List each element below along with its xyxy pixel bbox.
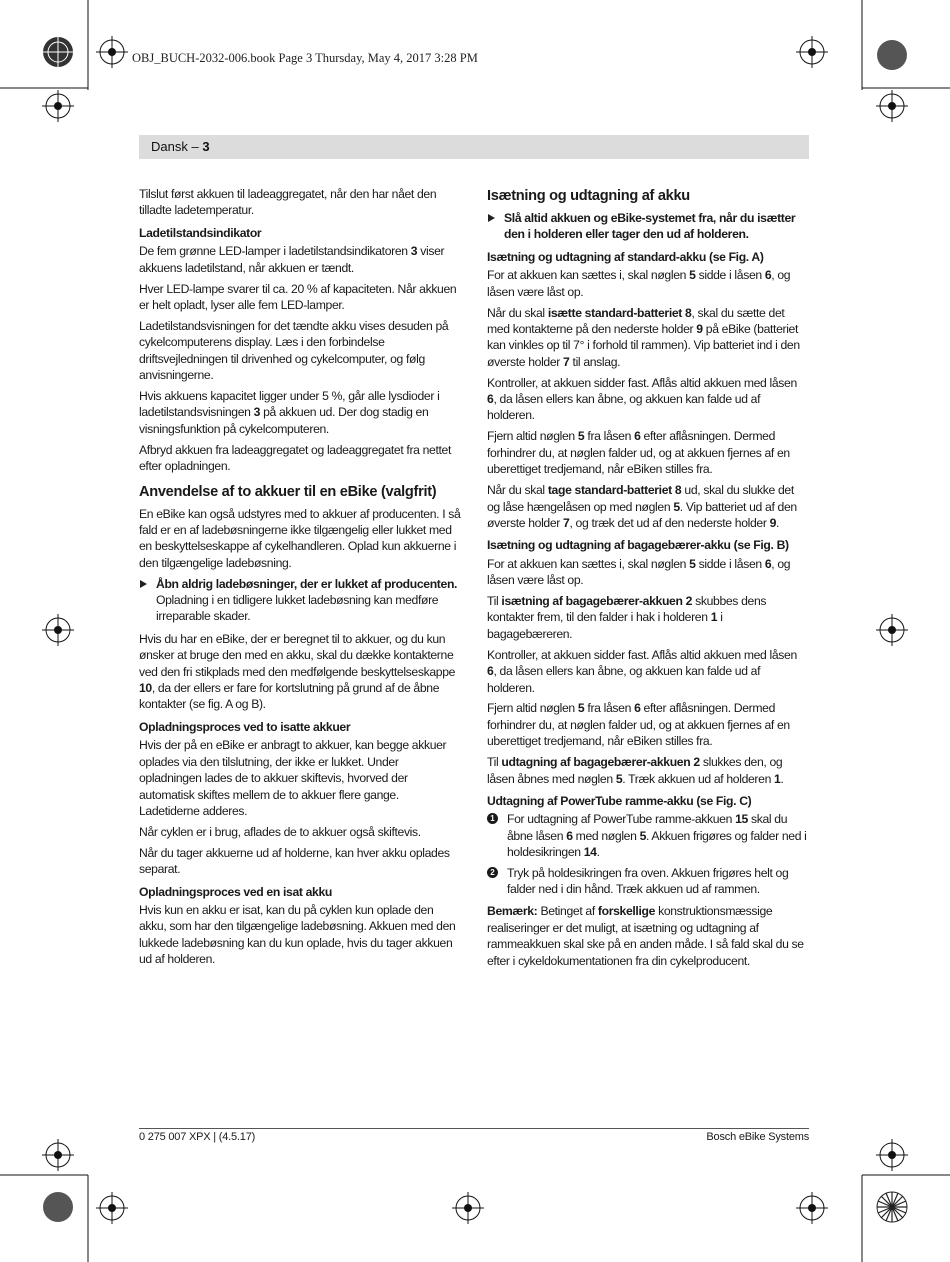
paragraph: Når du tager akkuerne ud af holderne, kan hver akku oplades separat. (139, 845, 450, 877)
paragraph: Fjern altid nøglen 5 fra låsen 6 efter aflåsningen. Dermed forhindrer du, at nøglen falder ud, og at akkuen fjernes af en uberettiget tredjemand, når eBiken stilles fra. (487, 429, 790, 477)
paragraph: Tilslut først akkuen til ladeaggregatet, når den har nået den tilladte ladetemperatur. (139, 187, 437, 218)
paragraph: For at akkuen kan sættes i, skal nøglen 5 sidde i låsen 6, og låsen være låst op. (487, 268, 791, 299)
section-heading: Opladningsproces ved en isat akku (139, 884, 332, 899)
registration-target (452, 1192, 484, 1224)
section-title: Anvendelse af to akkuer til en eBike (valgfrit) (139, 483, 437, 500)
paragraph: Hvis akkuens kapacitet ligger under 5 %, går alle lysdioder i ladetilstandsvisningen 3 på akkuen ud. Der dog stadig en visningsfunktion på cykelcomputeren. (139, 388, 440, 436)
section-heading: Opladningsproces ved to isatte akkuer (139, 719, 351, 734)
paragraph: Kontroller, at akkuen sidder fast. Aflås altid akkuen med låsen 6, da låsen ellers kan åbne, og akkuen kan falde ud af holderen. (487, 647, 797, 695)
registration-target (42, 1139, 74, 1171)
section-title: Isætning og udtagning af akku (487, 188, 690, 204)
paragraph: Hvis der på en eBike er anbragt to akkuer, kan begge akkuer oplades via den tilslutning, der ikke er lukket. Under opladningen lades de to akkuer skiftevis, hvorved der automatisk skiftes mellem de to akkuer flere gange. Ladetiderne adderes. (139, 738, 447, 818)
paragraph: Hver LED-lampe svarer til ca. 20 % af kapaciteten. Når akkuen er helt opladt, lyser alle fem LED-lamper. (139, 281, 457, 312)
footer-divider (139, 1128, 809, 1129)
printer-slug-line: OBJ_BUCH-2032-006.book Page 3 Thursday, May 4, 2017 3:28 PM (132, 51, 478, 65)
paragraph: For at akkuen kan sættes i, skal nøglen 5 sidde i låsen 6, og låsen være låst op. (487, 556, 791, 588)
paragraph: Ladetilstandsvisningen for det tændte akku vises desuden på cykelcomputerens display. Læs i den forbindelse driftsvejledningen til drivenhed og cykelcomputer, og følg anvisningerne. (139, 318, 449, 383)
paragraph: Når du skal tage standard-batteriet 8 ud, skal du slukke det og låse hængelåsen op med nøglen 5. Vip batteriet ud af den øverste holder 7, og træk det ud af den nederste holder 9. (487, 483, 797, 530)
registration-target (42, 614, 74, 646)
footer-publisher: Bosch eBike Systems (706, 1131, 809, 1143)
color-calibration-disc (43, 1192, 73, 1222)
numbered-step: 2 Tryk på holdesikringen fra oven. Akkuen frigøres helt og falder ned i din hånd. Træk akkuen ud af rammen. (487, 865, 809, 898)
header-page-number: 3 (202, 139, 210, 154)
section-heading: Isætning og udtagning af bagagebærer-akku (se Fig. B) (487, 538, 789, 553)
header-language: Dansk (151, 139, 188, 154)
section-heading: Ladetilstandsindikator (139, 225, 262, 240)
section-heading: Isætning og udtagning af standard-akku (se Fig. A) (487, 249, 764, 264)
registration-target (96, 1192, 128, 1224)
paragraph: Til isætning af bagagebærer-akkuen 2 skubbes dens kontakter frem, til den falder i hak i holderen 1 i bagagebæreren. (487, 594, 767, 641)
step-number-badge: 1 (487, 813, 498, 824)
registration-starburst (877, 1192, 907, 1222)
warning-arrow-icon (140, 580, 147, 588)
left-column (139, 186, 461, 972)
numbered-step: 1 For udtagning af PowerTube ramme-akkuen 15 skal du åbne låsen 6 med nøglen 5. Akkuen frigøres og falder ned i holdesikringen 14. (487, 811, 809, 860)
registration-target (876, 90, 908, 122)
section-heading: Udtagning af PowerTube ramme-akku (se Fig. C) (487, 794, 752, 808)
paragraph: Når cyklen er i brug, aflades de to akkuer også skiftevis. (139, 824, 421, 839)
note-paragraph: Bemærk: Betinget af forskellige konstruktionsmæssige realiseringer er det muligt, at isætning og udtagning af rammeakkuen skal ske på en anden måde. I så fald skal du se efter i cykeldokumentationen fra din cykelproducent. (487, 904, 804, 968)
paragraph: Hvis kun en akku er isat, kan du på cyklen kun oplade den akku, som har den tilgængelige ladebøsning. Akkuen med den lukkede ladebøsning kan du kun oplade, hvis du tager akkuen ud af holderen. (139, 902, 456, 967)
warning-item: Åbn aldrig ladebøsninger, der er lukket af producenten. Opladning i en tidligere lukket ladebøsning kan medføre irreparable skader. (139, 576, 461, 625)
paragraph: Fjern altid nøglen 5 fra låsen 6 efter aflåsningen. Dermed forhindrer du, at nøglen falder ud, og at akkuen fjernes af en uberettiget tredjemand, når eBiken stilles fra. (487, 701, 790, 749)
registration-target (96, 36, 128, 68)
warning-item: Slå altid akkuen og eBike-systemet fra, når du isætter den i holderen eller tager den ud af holderen. (487, 210, 809, 243)
page-header-bar (139, 135, 809, 159)
paragraph: Afbryd akkuen fra ladeaggregatet og ladeaggregatet fra nettet efter opladningen. (139, 442, 452, 474)
right-column (487, 187, 809, 974)
registration-target (796, 36, 828, 68)
paragraph: Når du skal isætte standard-batteriet 8, skal du sætte det med kontakterne på den nederste holder 9 på eBike (batteriet kan vinkles op til 7° i forhold til rammen). Vip batteriet ind i den øverste holder 7 til anslag. (487, 305, 800, 369)
step-number-badge: 2 (487, 867, 498, 878)
paragraph: Til udtagning af bagagebærer-akkuen 2 slukkes den, og låsen åbnes med nøglen 5. Træk akkuen ud af holderen 1. (487, 755, 784, 786)
registration-target (876, 614, 908, 646)
paragraph: Kontroller, at akkuen sidder fast. Aflås altid akkuen med låsen 6, da låsen ellers kan åbne, og akkuen kan falde ud af holderen. (487, 375, 797, 423)
warning-arrow-icon (488, 214, 495, 222)
header-separator: – (187, 139, 203, 154)
registration-target (796, 1192, 828, 1224)
registration-target (42, 90, 74, 122)
page-header-label (151, 139, 210, 154)
color-calibration-disc (877, 40, 907, 70)
paragraph: Hvis du har en eBike, der er beregnet til to akkuer, og du kun ønsker at bruge den med en akku, skal du dække kontakterne ved den fri stikplads med den medfølgende beskyttelseskappe 10, da der ellers er fare for kortslutning på grund af de åbne kontakter (se fig. A og B). (139, 631, 456, 712)
footer-document-code: 0 275 007 XPX | (4.5.17) (139, 1131, 256, 1143)
paragraph: En eBike kan også udstyres med to akkuer af producenten. I så fald er en af ladebøsningerne ikke tilgængelig eller lukket med en beskyttelseskappe af cykelhandleren. Oplad kun akkuerne i den tilgængelige ladebøsning. (139, 506, 461, 570)
paragraph: De fem grønne LED-lamper i ladetilstandsindikatoren 3 viser akkuens ladetilstand, når akkuen er tændt. (139, 244, 445, 275)
registration-target (43, 37, 73, 67)
registration-target (876, 1139, 908, 1171)
